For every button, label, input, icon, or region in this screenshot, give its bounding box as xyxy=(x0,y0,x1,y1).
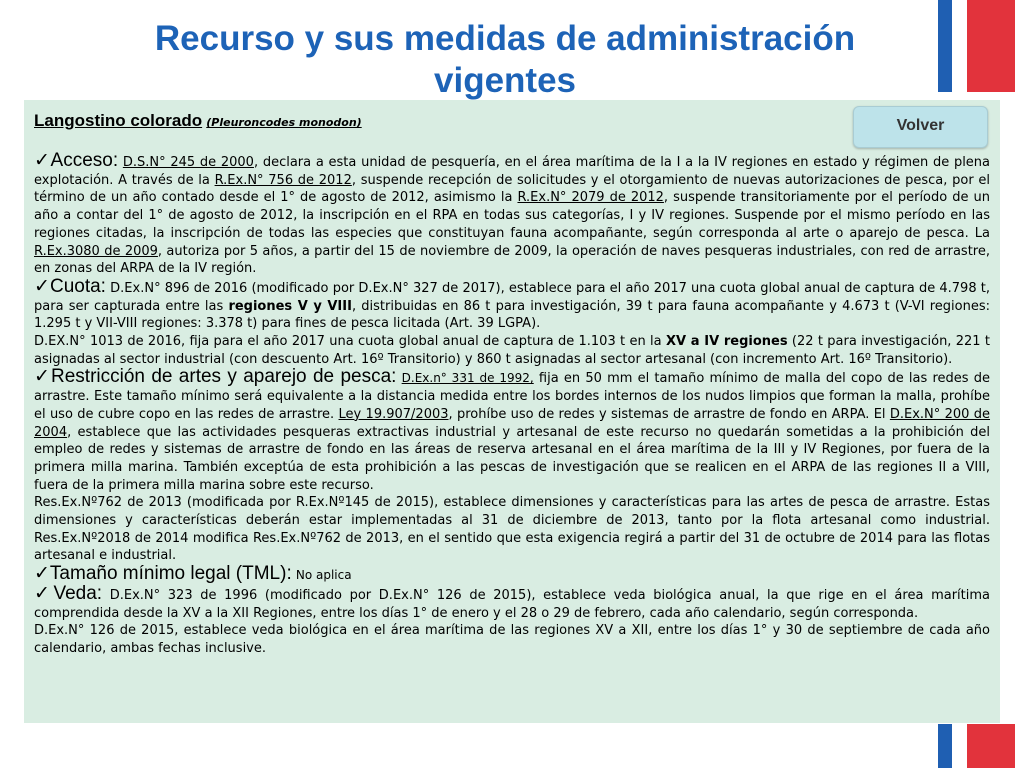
species-scientific-name: (Pleuroncodes monodon) xyxy=(206,116,362,129)
link-ley-19907-2003[interactable]: Ley 19.907/2003 xyxy=(338,406,449,422)
species-name: Langostino colorado xyxy=(34,111,203,130)
checkmark-icon: ✓ xyxy=(34,150,51,171)
section-restriccion: ✓Restricción de artes y aparejo de pesca: D.Ex.n° 331 de 1992, fija en 50 mm el tamaño mínimo de malla del copo de las redes de arrastre. Este tamaño mínimo será equivalente a la distancia medida entre los bordes internos de los nudos limpios que forman la malla, prohíbe el uso de cubre copo en las redes de arrastre. Ley 19.907/2003, prohíbe uso de redes y sistemas de arrastre de fondo en ARPA. El D.Ex.N° 200 de 2004, establece que las actividades pesqueras extractivas industrial y artesanal de este recurso no quedarán sometidas a la prohibición del empleo de redes y sistemas de arrastre de fondo en las áreas de reserva artesanal en el área marítima de la III y IV Regiones, por fuera de la primera milla marina. También exceptúa de esta prohibición a las pescas de investigación que se realicen en el ARPA de las regiones II a VIII, fuera de la primera milla marina sobre este recurso. xyxy=(34,366,991,493)
section-cuota-2: D.EX.N° 1013 de 2016, fija para el año 2017 una cuota global anual de captura de 1.103 t en la XV a IV regiones (22 t para investigación, 221 t asignadas al sector industrial (con descuento Art. 16º Transitorio) y 860 t asignadas al sector artesanal (con incremento Art. 16º Transitorio). xyxy=(34,334,990,367)
link-rex-3080-2009[interactable]: R.Ex.3080 de 2009 xyxy=(34,243,158,259)
section-cuota: ✓Cuota: D.Ex.N° 896 de 2016 (modificado por D.Ex.N° 327 de 2017), establece para el año 2017 una cuota global anual de captura de 4.798 t, para ser capturada entre las regiones V y VIII, distribuidas en 86 t para investigación, 39 t para fauna acompañante y 4.673 t (V-VI regiones: 1.295 t y VII-VIII regiones: 3.378 t) para fines de pesca licitada (Art. 39 LGPA). xyxy=(34,275,991,332)
flag-stripe-white xyxy=(953,0,967,92)
flag-stripe-blue-bottom xyxy=(938,724,952,768)
link-dex-200-2004[interactable]: D.Ex.N° 200 de 2004 xyxy=(34,406,991,440)
tml-value: No aplica xyxy=(295,568,352,583)
content-body xyxy=(34,110,990,658)
link-dex-331-1992[interactable]: D.Ex.n° 331 de 1992, xyxy=(401,371,534,386)
checkmark-icon: ✓ xyxy=(34,563,50,585)
acceso-title: Acceso: xyxy=(50,150,119,171)
cuota-title: Cuota: xyxy=(49,275,106,297)
section-tml xyxy=(34,565,990,585)
checkmark-icon: ✓ xyxy=(34,582,54,604)
link-rex-2079-2012[interactable]: R.Ex.N° 2079 de 2012 xyxy=(517,190,664,206)
flag-stripe-red-bottom xyxy=(967,724,1015,768)
section-acceso: ✓Acceso: D.S.N° 245 de 2000, declara a esta unidad de pesquería, en el área marítima de la I a la IV regiones en estado y régimen de plena explotación. A través de la R.Ex.N° 756 de 2012, suspende recepción de solicitudes y el otorgamiento de nuevas autorizaciones de pesca, por el término de un año contado desde el 1° de agosto de 2012, asimismo la R.Ex.N° 2079 de 2012, suspende transitoriamente por el período de un año a contar del 1° de agosto de 2012, la inscripción en el RPA en todas sus categorías, I y IV regiones. Suspende por el mismo período en las regiones citadas, la inscripción de todas las especies que constituyan fauna acompañante, según corresponda al arte o aparejo de pesca. La R.Ex.3080 de 2009, autoriza por 5 años, a partir del 15 de noviembre de 2009, la operación de naves pesqueras industriales, con red de arrastre, en zonas del ARPA de la IV región. xyxy=(34,150,991,277)
species-heading xyxy=(34,110,990,132)
tml-title: Tamaño mínimo legal (TML): xyxy=(49,563,292,585)
section-restriccion-2: Res.Ex.Nº762 de 2013 (modificada por R.Ex.Nº145 de 2015), establece dimensiones y características para las artes de pesca de arrastre. Estas dimensiones y características deberán estar implementadas al 31 de diciembre de 2013, tanto por la flota artesanal como industrial. Res.Ex.Nº2018 de 2014 modifica Res.Ex.Nº762 de 2013, en el sentido que esta exigencia regirá a partir del 31 de octubre de 2014 para las flotas artesanal e industrial. xyxy=(34,495,990,564)
checkmark-icon: ✓ xyxy=(34,275,50,297)
veda-title: Veda: xyxy=(53,582,103,604)
page-title: Recurso y sus medidas de administración vigentes xyxy=(154,19,856,100)
restriccion-title: Restricción de artes y aparejo de pesca: xyxy=(51,366,397,388)
volver-button[interactable]: Volver xyxy=(853,106,988,148)
link-rex-756-2012[interactable]: R.Ex.N° 756 de 2012 xyxy=(214,172,352,188)
section-veda: ✓Veda: D.Ex.N° 323 de 1996 (modificado por D.Ex.N° 126 de 2015), establece veda biológica anual, la que rige en el área marítima comprendida desde la XV a la XII Regiones, entre los días 1° de enero y el 28 o 29 de febrero, cada año calendario, según corresponda. xyxy=(34,582,991,621)
section-veda-2: D.Ex.N° 126 de 2015, establece veda biológica en el área marítima de las regiones XV a XII, entre los días 1° y 30 de septiembre de cada año calendario, ambas fechas inclusive. xyxy=(34,623,990,656)
flag-stripe-red xyxy=(967,0,1015,92)
flag-stripe-blue xyxy=(938,0,952,92)
checkmark-icon: ✓ xyxy=(34,366,51,388)
link-ds-245-2000[interactable]: D.S.N° 245 de 2000 xyxy=(122,155,254,170)
